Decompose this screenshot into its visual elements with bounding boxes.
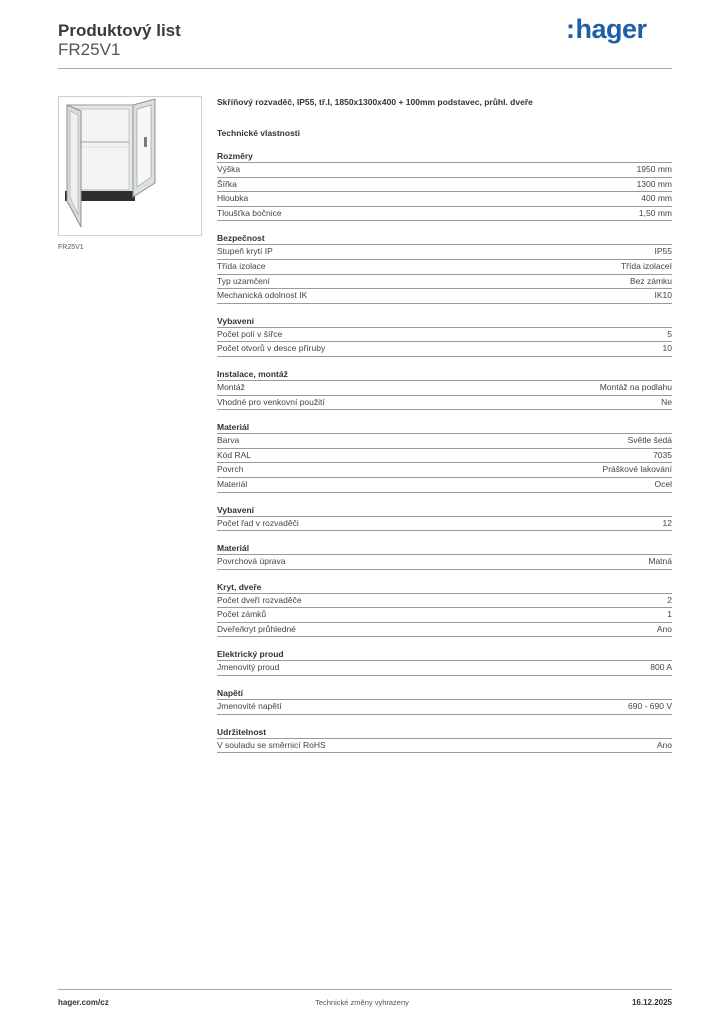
spec-label: Hloubka — [217, 193, 249, 204]
logo-text: hager — [575, 14, 647, 44]
spec-label: Počet polí v šířce — [217, 328, 283, 339]
spec-section — [217, 726, 672, 754]
spec-label: Stupeň krytí IP — [217, 246, 273, 257]
spec-row — [217, 555, 672, 570]
spec-row — [217, 163, 672, 178]
spec-row — [217, 178, 672, 193]
spec-section — [217, 421, 672, 492]
spec-value: Práškové lakování — [602, 464, 672, 475]
footer-divider — [58, 989, 672, 990]
footer-notice: Technické změny vyhrazeny — [315, 998, 409, 1007]
spec-value: 400 mm — [641, 193, 672, 204]
section-title: Bezpečnost — [217, 232, 672, 245]
spec-row — [217, 434, 672, 449]
spec-section — [217, 648, 672, 676]
spec-section — [217, 687, 672, 715]
spec-label: Jmenovité napětí — [217, 701, 282, 712]
section-title: Udržitelnost — [217, 726, 672, 739]
spec-label: Vhodné pro venkovní použití — [217, 396, 325, 407]
spec-row — [217, 700, 672, 715]
spec-row — [217, 245, 672, 260]
spec-row — [217, 342, 672, 357]
spec-row — [217, 478, 672, 493]
spec-value: 5 — [667, 328, 672, 339]
spec-row — [217, 396, 672, 411]
spec-row — [217, 594, 672, 609]
spec-value: Ano — [656, 623, 672, 634]
spec-value: IP55 — [654, 246, 672, 257]
spec-label: Povrchová úprava — [217, 556, 286, 567]
spec-value: Světle šedá — [627, 435, 672, 446]
product-image — [58, 96, 202, 236]
spec-label: Materiál — [217, 478, 248, 489]
spec-value: IK10 — [654, 290, 672, 301]
section-title: Materiál — [217, 421, 672, 434]
spec-value: 1950 mm — [636, 164, 672, 174]
spec-label: Tloušťka bočnice — [217, 207, 282, 218]
spec-value: 1,50 mm — [638, 207, 672, 218]
spec-label: Počet dveří rozvaděče — [217, 594, 302, 605]
spec-section — [217, 542, 672, 570]
spec-value: 1300 mm — [636, 178, 672, 189]
footer-date: 16.12.2025 — [631, 998, 672, 1007]
hager-logo — [566, 14, 647, 45]
spec-row — [217, 260, 672, 275]
spec-section — [217, 150, 672, 221]
section-title: Napětí — [217, 687, 672, 700]
spec-value: 1 — [667, 609, 672, 620]
spec-label: Kód RAL — [217, 449, 252, 460]
spec-sections — [217, 150, 672, 753]
spec-row — [217, 463, 672, 478]
spec-label: Třída izolace — [217, 260, 266, 271]
image-caption: FR25V1 — [58, 244, 84, 251]
spec-value: Ano — [656, 739, 672, 750]
spec-value: 2 — [667, 594, 672, 605]
header-divider — [58, 68, 672, 69]
logo-dots-icon: : — [566, 14, 575, 44]
spec-value: Třída izolaceI — [620, 260, 672, 271]
spec-row — [217, 381, 672, 396]
spec-row — [217, 328, 672, 343]
spec-value: Ocel — [654, 478, 672, 489]
spec-value: 690 - 690 V — [628, 701, 672, 712]
spec-value: Ne — [661, 396, 672, 407]
spec-section — [217, 581, 672, 638]
spec-row — [217, 275, 672, 290]
section-title: Kryt, dveře — [217, 581, 672, 594]
spec-label: Počet otvorů v desce příruby — [217, 343, 326, 354]
spec-label: Povrch — [217, 464, 244, 475]
section-title: Elektrický proud — [217, 648, 672, 661]
spec-label: Barva — [217, 435, 240, 446]
section-title: Instalace, montáž — [217, 368, 672, 381]
footer-website: hager.com/cz — [58, 998, 109, 1007]
spec-label: Jmenovitý proud — [217, 662, 280, 673]
spec-row — [217, 207, 672, 222]
cabinet-icon — [59, 97, 201, 235]
spec-value: Matná — [648, 556, 672, 567]
spec-content — [217, 95, 672, 753]
technical-properties-title: Technické vlastnosti — [217, 128, 300, 138]
spec-label: Mechanická odolnost IK — [217, 290, 308, 301]
spec-value: 800 A — [650, 662, 672, 673]
spec-row — [217, 623, 672, 638]
spec-row — [217, 289, 672, 304]
spec-row — [217, 739, 672, 754]
spec-row — [217, 661, 672, 676]
spec-value: 12 — [662, 517, 672, 528]
spec-section — [217, 504, 672, 532]
spec-label: Typ uzamčení — [217, 275, 270, 286]
product-description: Skříňový rozvaděč, IP55, tř.I, 1850x1300x400 + 100mm podstavec, průhl. dveře — [217, 97, 533, 107]
spec-label: Počet zámků — [217, 609, 267, 620]
spec-label: Šířka — [217, 178, 237, 189]
section-title: Materiál — [217, 542, 672, 555]
spec-section — [217, 232, 672, 303]
spec-value: Bez zámku — [629, 275, 672, 286]
spec-label: Výška — [217, 164, 241, 174]
spec-section — [217, 368, 672, 410]
spec-value: 7035 — [653, 449, 672, 460]
spec-row — [217, 192, 672, 207]
spec-label: V souladu se směrnicí RoHS — [217, 739, 326, 750]
section-title: Vybavení — [217, 504, 672, 517]
spec-value: 10 — [662, 343, 672, 354]
spec-row — [217, 608, 672, 623]
spec-label: Dveře/kryt průhledné — [217, 623, 296, 634]
section-title: Rozměry — [217, 150, 672, 163]
spec-row — [217, 517, 672, 532]
product-code: FR25V1 — [58, 40, 121, 59]
spec-section — [217, 315, 672, 357]
spec-label: Počet řad v rozvaděči — [217, 517, 299, 528]
spec-value: Montáž na podlahu — [599, 381, 672, 392]
section-title: Vybavení — [217, 315, 672, 328]
spec-row — [217, 449, 672, 464]
page-title: Produktový list — [58, 21, 181, 40]
spec-label: Montáž — [217, 381, 245, 392]
